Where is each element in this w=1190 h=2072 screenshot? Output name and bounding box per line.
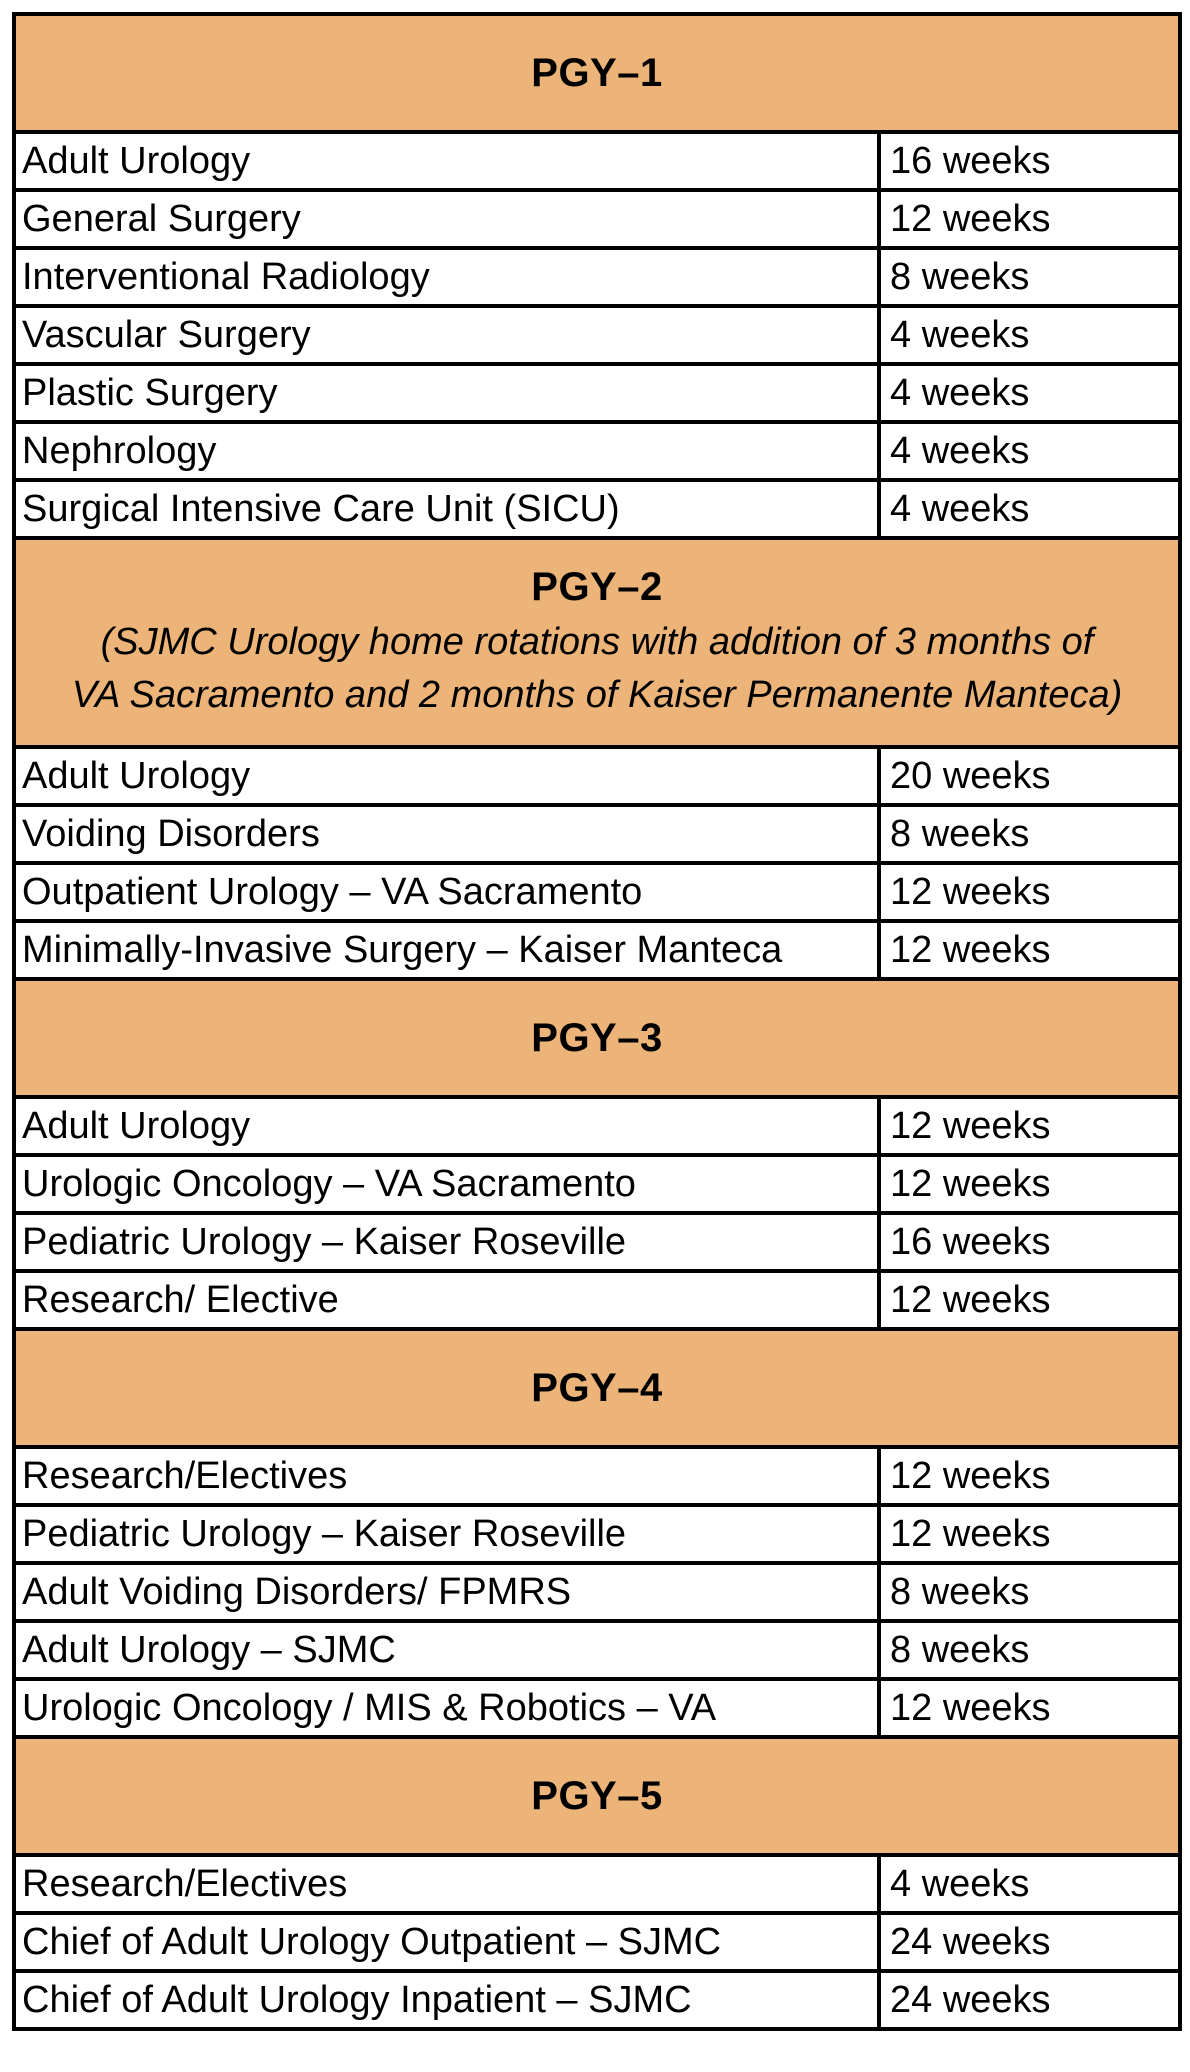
section-subtitle-line: (SJMC Urology home rotations with addition of 3 months of — [100, 621, 1094, 664]
rotation-duration: 4 weeks — [879, 364, 1180, 422]
rotation-name: Adult Urology — [14, 1097, 879, 1155]
rotation-name: Minimally-Invasive Surgery – Kaiser Manteca — [14, 921, 879, 979]
section-header-row — [14, 538, 1180, 747]
rotation-duration: 8 weeks — [879, 1621, 1180, 1679]
rotation-schedule-body — [14, 14, 1180, 2029]
table-row — [14, 1563, 1180, 1621]
rotation-duration: 16 weeks — [879, 132, 1180, 190]
table-row — [14, 863, 1180, 921]
table-row — [14, 1097, 1180, 1155]
rotation-duration: 8 weeks — [879, 1563, 1180, 1621]
table-row — [14, 1447, 1180, 1505]
rotation-name: Research/Electives — [14, 1855, 879, 1913]
rotation-duration: 4 weeks — [879, 306, 1180, 364]
rotation-duration: 24 weeks — [879, 1913, 1180, 1971]
table-row — [14, 1213, 1180, 1271]
rotation-duration: 4 weeks — [879, 480, 1180, 538]
table-row — [14, 1271, 1180, 1329]
section-header-cell — [14, 14, 1180, 132]
section-header-cell — [14, 979, 1180, 1097]
section-header-row — [14, 14, 1180, 132]
rotation-name: Vascular Surgery — [14, 306, 879, 364]
table-row — [14, 1679, 1180, 1737]
rotation-name: Chief of Adult Urology Outpatient – SJMC — [14, 1913, 879, 1971]
rotation-name: Pediatric Urology – Kaiser Roseville — [14, 1213, 879, 1271]
rotation-duration: 4 weeks — [879, 422, 1180, 480]
table-row — [14, 132, 1180, 190]
section-header-row — [14, 1329, 1180, 1447]
section-header-row — [14, 1737, 1180, 1855]
table-row — [14, 921, 1180, 979]
rotation-name: Adult Urology — [14, 747, 879, 805]
rotation-name: Research/ Elective — [14, 1271, 879, 1329]
rotation-duration: 12 weeks — [879, 1155, 1180, 1213]
table-row — [14, 422, 1180, 480]
table-row — [14, 1971, 1180, 2029]
rotation-duration: 12 weeks — [879, 1505, 1180, 1563]
section-title: PGY–2 — [531, 565, 663, 610]
table-row — [14, 190, 1180, 248]
rotation-duration: 12 weeks — [879, 1271, 1180, 1329]
rotation-duration: 8 weeks — [879, 805, 1180, 863]
rotation-duration: 12 weeks — [879, 1447, 1180, 1505]
table-row — [14, 1155, 1180, 1213]
section-header-cell — [14, 1737, 1180, 1855]
table-row — [14, 1913, 1180, 1971]
rotation-name: Plastic Surgery — [14, 364, 879, 422]
rotation-name: Surgical Intensive Care Unit (SICU) — [14, 480, 879, 538]
table-row — [14, 747, 1180, 805]
table-row — [14, 480, 1180, 538]
rotation-name: Research/Electives — [14, 1447, 879, 1505]
rotation-name: Interventional Radiology — [14, 248, 879, 306]
rotation-duration: 12 weeks — [879, 921, 1180, 979]
section-title: PGY–5 — [531, 1774, 663, 1818]
rotation-name: Adult Voiding Disorders/ FPMRS — [14, 1563, 879, 1621]
rotation-name: Urologic Oncology / MIS & Robotics – VA — [14, 1679, 879, 1737]
rotation-name: Pediatric Urology – Kaiser Roseville — [14, 1505, 879, 1563]
rotation-name: Adult Urology – SJMC — [14, 1621, 879, 1679]
rotation-duration: 16 weeks — [879, 1213, 1180, 1271]
section-header-row — [14, 979, 1180, 1097]
table-row — [14, 1621, 1180, 1679]
rotation-schedule-table — [12, 12, 1182, 2031]
section-header-cell — [14, 1329, 1180, 1447]
rotation-duration: 4 weeks — [879, 1855, 1180, 1913]
rotation-name: Adult Urology — [14, 132, 879, 190]
section-title: PGY–4 — [531, 1366, 663, 1410]
table-row — [14, 364, 1180, 422]
table-row — [14, 805, 1180, 863]
rotation-name: Voiding Disorders — [14, 805, 879, 863]
section-header-cell — [14, 538, 1180, 747]
table-row — [14, 1505, 1180, 1563]
table-row — [14, 306, 1180, 364]
rotation-name: Outpatient Urology – VA Sacramento — [14, 863, 879, 921]
rotation-duration: 8 weeks — [879, 248, 1180, 306]
rotation-duration: 24 weeks — [879, 1971, 1180, 2029]
rotation-name: Chief of Adult Urology Inpatient – SJMC — [14, 1971, 879, 2029]
rotation-duration: 20 weeks — [879, 747, 1180, 805]
rotation-duration: 12 weeks — [879, 863, 1180, 921]
section-subtitle-line: VA Sacramento and 2 months of Kaiser Permanente Manteca) — [71, 673, 1123, 716]
rotation-name: Nephrology — [14, 422, 879, 480]
table-row — [14, 1855, 1180, 1913]
table-row — [14, 248, 1180, 306]
rotation-name: Urologic Oncology – VA Sacramento — [14, 1155, 879, 1213]
section-subtitle — [26, 616, 1168, 721]
rotation-duration: 12 weeks — [879, 1097, 1180, 1155]
section-title: PGY–3 — [531, 1016, 663, 1060]
rotation-duration: 12 weeks — [879, 190, 1180, 248]
rotation-name: General Surgery — [14, 190, 879, 248]
rotation-duration: 12 weeks — [879, 1679, 1180, 1737]
section-title: PGY–1 — [531, 51, 663, 95]
